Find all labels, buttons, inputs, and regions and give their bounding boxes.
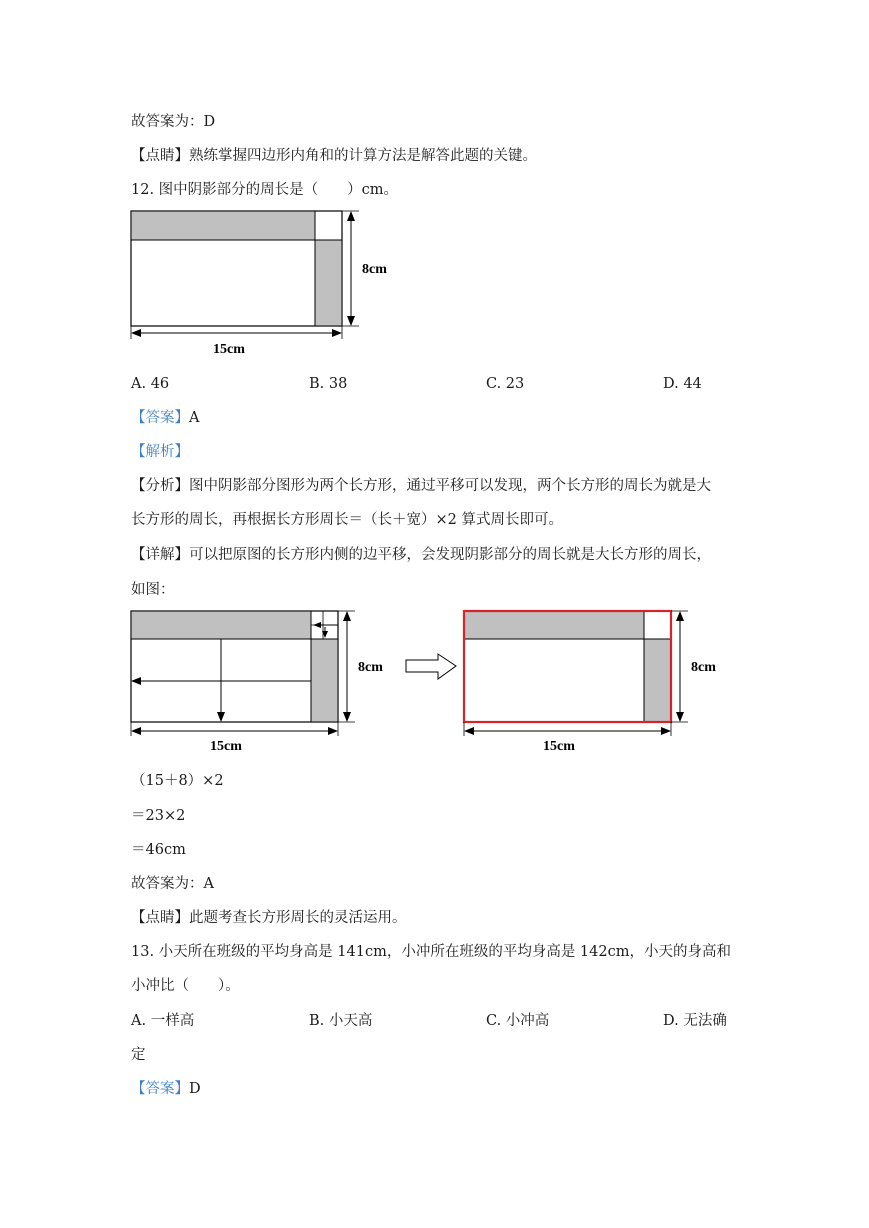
analysis-heading: 【解析】 (131, 444, 189, 460)
width-label-3: 15cm (543, 739, 575, 754)
option-b-13: B. 小天高 (309, 1013, 373, 1029)
answer-13: 【答案】D (131, 1081, 201, 1097)
detail-line-1: 【详解】可以把原图的长方形内侧的边平移，会发现阴影部分的周长就是大长方形的周长， (131, 547, 711, 563)
option-c-13: C. 小冲高 (486, 1013, 550, 1029)
calc-line-2: ＝23×2 (131, 808, 186, 824)
key-point-11: 【点睛】熟练掌握四边形内角和的计算方法是解答此题的关键。 (131, 148, 537, 164)
question-13-line-2: 小冲比（ ）。 (131, 978, 240, 994)
height-label-3: 8cm (691, 660, 716, 675)
question-13-line-1: 13. 小天所在班级的平均身高是 141cm，小冲所在班级的平均身高是 142cm，小天的身高和 (131, 944, 731, 960)
figure-q12 (125, 205, 405, 365)
arrow-right-icon (404, 652, 460, 682)
key-point-12: 【点睛】此题考查长方形周长的灵活运用。 (131, 910, 407, 926)
calc-line-1: （15＋8）×2 (131, 773, 224, 789)
option-d-12: D. 44 (663, 376, 702, 392)
answer-12: 【答案】A (131, 410, 200, 426)
answer-line-12: 故答案为：A (131, 876, 214, 892)
figure-translation-left (125, 605, 405, 765)
detail-line-2: 如图： (131, 582, 175, 598)
option-a-12: A. 46 (131, 376, 170, 392)
height-label-1: 8cm (362, 262, 387, 277)
answer-line-11: 故答案为：D (131, 114, 216, 130)
question-12: 12. 图中阴影部分的周长是（ ）cm。 (131, 182, 399, 198)
height-label-2: 8cm (358, 660, 383, 675)
option-c-12: C. 23 (486, 376, 525, 392)
width-label-1: 15cm (213, 342, 245, 357)
analysis-line-1: 【分析】图中阴影部分图形为两个长方形，通过平移可以发现，两个长方形的周长为就是大 (131, 478, 711, 494)
option-b-12: B. 38 (309, 376, 348, 392)
calc-line-3: ＝46cm (131, 842, 186, 858)
option-d-13-continued: 定 (131, 1047, 146, 1063)
analysis-line-2: 长方形的周长，再根据长方形周长＝（长＋宽）×2 算式周长即可。 (131, 512, 563, 528)
figure-translation-right (458, 605, 738, 765)
width-label-2: 15cm (210, 739, 242, 754)
option-d-13: D. 无法确 (663, 1013, 727, 1029)
option-a-13: A. 一样高 (131, 1013, 195, 1029)
